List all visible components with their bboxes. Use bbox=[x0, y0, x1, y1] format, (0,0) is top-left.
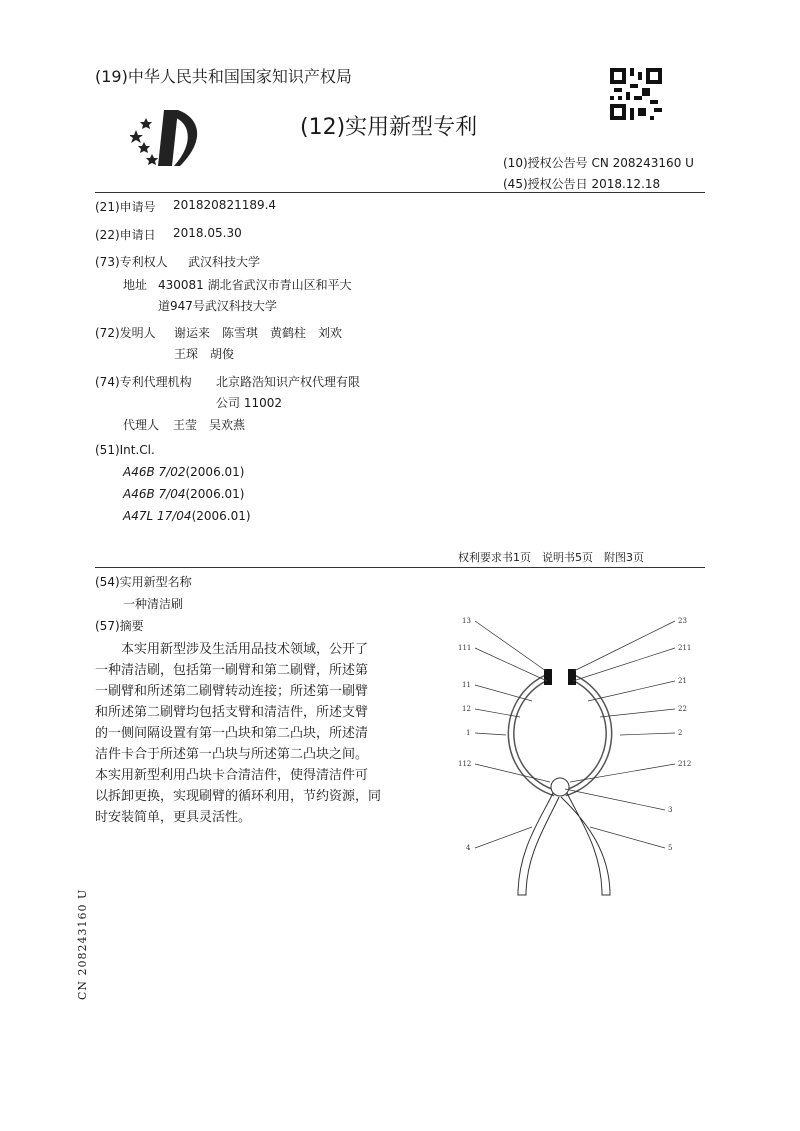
label-211: 211 bbox=[678, 644, 692, 652]
address-line-1: 430081 湖北省武汉市青山区和平大 bbox=[158, 278, 352, 292]
intcl-entry: A46B 7/02(2006.01) bbox=[123, 465, 245, 479]
right-handle bbox=[561, 793, 610, 895]
agent: 王莹 吴欢燕 bbox=[173, 418, 246, 432]
intcl-entry: A46B 7/04(2006.01) bbox=[123, 487, 245, 501]
label-1: 1 bbox=[466, 729, 471, 737]
label-22: 22 bbox=[678, 705, 687, 713]
divider bbox=[95, 192, 705, 193]
abstract-line: 一种清洁刷，包括第一刷臂和第二刷臂，所述第 bbox=[95, 663, 369, 678]
label-4: 4 bbox=[466, 844, 471, 852]
right-arm-ring-inner bbox=[565, 677, 609, 793]
agency-line-1: 北京路浩知识产权代理有限 bbox=[216, 375, 361, 389]
utility-model-title: 一种清洁刷 bbox=[123, 597, 184, 611]
right-arm-ring bbox=[565, 677, 609, 793]
left-tip-block bbox=[544, 669, 552, 685]
page-counts: 权利要求书1页 说明书5页 附图3页 bbox=[458, 551, 644, 564]
document-type: (12)实用新型专利 bbox=[300, 115, 478, 140]
left-arm-ring-inner bbox=[511, 677, 555, 793]
abstract-line: 洁件卡合于所述第一凸块与所述第二凸块之间。 bbox=[95, 747, 369, 762]
cnipa-logo bbox=[130, 100, 210, 170]
address-line-2: 道947号武汉科技大学 bbox=[158, 299, 277, 313]
abstract-line: 本实用新型利用凸块卡合清洁件，使得清洁件可 bbox=[95, 768, 369, 783]
label-5: 5 bbox=[668, 844, 673, 852]
abstract-line: 的一侧间隔设置有第一凸块和第二凸块，所述清 bbox=[95, 726, 369, 741]
label-3: 3 bbox=[668, 806, 673, 814]
label-23: 23 bbox=[678, 617, 687, 625]
cleaning-brush-figure bbox=[440, 605, 710, 905]
left-handle bbox=[518, 793, 559, 895]
hinge bbox=[551, 778, 569, 796]
app-date: 2018.05.30 bbox=[173, 226, 242, 240]
abstract-line: 时安装简单，更具灵活性。 bbox=[95, 810, 252, 825]
label-212: 212 bbox=[678, 760, 692, 768]
inventors-line-1: 谢运来 陈雪琪 黄鹤柱 刘欢 bbox=[174, 326, 343, 340]
agent-label: 代理人 bbox=[123, 418, 160, 432]
qr-code bbox=[610, 68, 662, 120]
app-date-label: (22)申请日 bbox=[95, 228, 156, 242]
abstract-line: 以拆卸更换，实现刷臂的循环利用，节约资源，同 bbox=[95, 789, 382, 804]
title-label: (54)实用新型名称 bbox=[95, 575, 192, 589]
left-arm-ring bbox=[511, 677, 555, 793]
publication-date: (45)授权公告日 2018.12.18 bbox=[503, 177, 661, 191]
agency-label: (74)专利代理机构 bbox=[95, 375, 192, 389]
address-label: 地址 bbox=[123, 278, 148, 292]
label-111: 111 bbox=[458, 644, 472, 652]
abstract-line: 和所述第二刷臂均包括支臂和清洁件，所述支臂 bbox=[95, 705, 369, 720]
agency-line-2: 公司 11002 bbox=[216, 396, 282, 410]
label-2: 2 bbox=[678, 729, 683, 737]
inventors-label: (72)发明人 bbox=[95, 326, 156, 340]
app-no: 201820821189.4 bbox=[173, 198, 277, 212]
label-21: 21 bbox=[678, 677, 687, 685]
patentee-label: (73)专利权人 bbox=[95, 255, 168, 269]
divider bbox=[95, 567, 705, 568]
abstract-label: (57)摘要 bbox=[95, 619, 144, 633]
label-11: 11 bbox=[462, 681, 471, 689]
side-publication-number: CN 208243160 U bbox=[76, 888, 89, 1000]
inventors-line-2: 王琛 胡俊 bbox=[174, 347, 235, 361]
label-13: 13 bbox=[462, 617, 471, 625]
label-12: 12 bbox=[462, 705, 471, 713]
intcl-entry: A47L 17/04(2006.01) bbox=[123, 509, 251, 523]
label-112: 112 bbox=[458, 760, 472, 768]
abstract-line: 一刷臂和所述第二刷臂转动连接；所述第一刷臂 bbox=[95, 684, 369, 699]
abstract-line: 本实用新型涉及生活用品技术领域，公开了 bbox=[95, 642, 369, 657]
app-no-label: (21)申请号 bbox=[95, 200, 156, 214]
intcl-label: (51)Int.Cl. bbox=[95, 443, 155, 457]
publication-number: (10)授权公告号 CN 208243160 U bbox=[503, 156, 694, 170]
right-tip-block bbox=[568, 669, 576, 685]
issuing-office: (19)中华人民共和国国家知识产权局 bbox=[95, 67, 352, 86]
patentee: 武汉科技大学 bbox=[188, 255, 261, 269]
